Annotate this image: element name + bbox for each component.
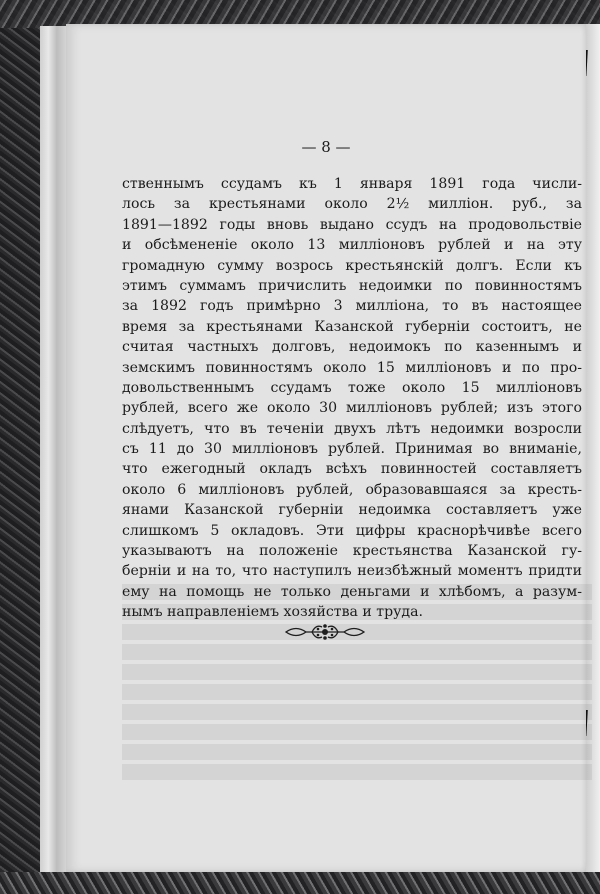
text-line: слѣдуетъ, что въ теченiи двухъ лѣтъ недоимки возросли (122, 420, 582, 437)
page-stack-edge (40, 26, 68, 872)
text-line: и обсѣмененiе около 13 миллiоновъ рублей и на эту (122, 237, 582, 254)
floral-ornament-icon (282, 621, 368, 643)
text-line: ему на помощь не только деньгами и хлѣбомъ, а разум- (122, 583, 582, 600)
text-line: земскимъ повинностямъ около 15 миллiоновъ и по про- (122, 359, 582, 376)
text-line: считая частныхъ долговъ, недоимокъ по казеннымъ и (122, 339, 582, 356)
text-line: лось за крестьянами около 2½ миллiон. руб., за (122, 196, 582, 213)
page-number: — 8 — (301, 138, 351, 156)
text-line: 1891—1892 годы вновь выдано ссудъ на продовольствiе (122, 216, 582, 233)
body-text (122, 174, 582, 623)
text-line: этимъ суммамъ причислить недоимки по повинностямъ (122, 277, 582, 294)
text-line: слишкомъ 5 окладовъ. Эти цифры краснорѣчивѣе всего (122, 522, 582, 539)
text-line: время за крестьянами Казанской губернiи состоитъ, не (122, 318, 582, 335)
binding-bottom-edge (0, 872, 600, 894)
text-line: за 1892 годъ примѣрно 3 миллiона, то въ настоящее (122, 298, 582, 315)
text-line: бернiи и на то, что наступилъ неизбѣжный моментъ придти (122, 563, 582, 580)
text-line: съ 11 до 30 миллiоновъ рублей. Принимая во вниманiе, (122, 441, 582, 458)
text-line: довольственнымъ ссудамъ тоже около 15 миллiоновъ (122, 379, 582, 396)
book-page (66, 24, 586, 872)
text-line: нымъ направленiемъ хозяйства и труда. (122, 604, 423, 621)
text-line: рублей, всего же около 30 миллiоновъ рублей; изъ этого (122, 400, 582, 417)
text-line: янами Казанской губернiи недоимка составляетъ уже (122, 502, 582, 519)
text-line: указываютъ на положенiе крестьянства Казанской гу- (122, 543, 582, 560)
text-line: ственнымъ ссудамъ къ 1 января 1891 года числи- (122, 176, 582, 192)
text-line: что ежегодный окладъ всѣхъ повинностей составляетъ (122, 461, 582, 478)
text-line: около 6 миллiоновъ рублей, образовавшаяся за кресть- (122, 481, 582, 498)
text-line: громадную сумму возрось крестьянскiй долгъ. Если къ (122, 257, 582, 274)
